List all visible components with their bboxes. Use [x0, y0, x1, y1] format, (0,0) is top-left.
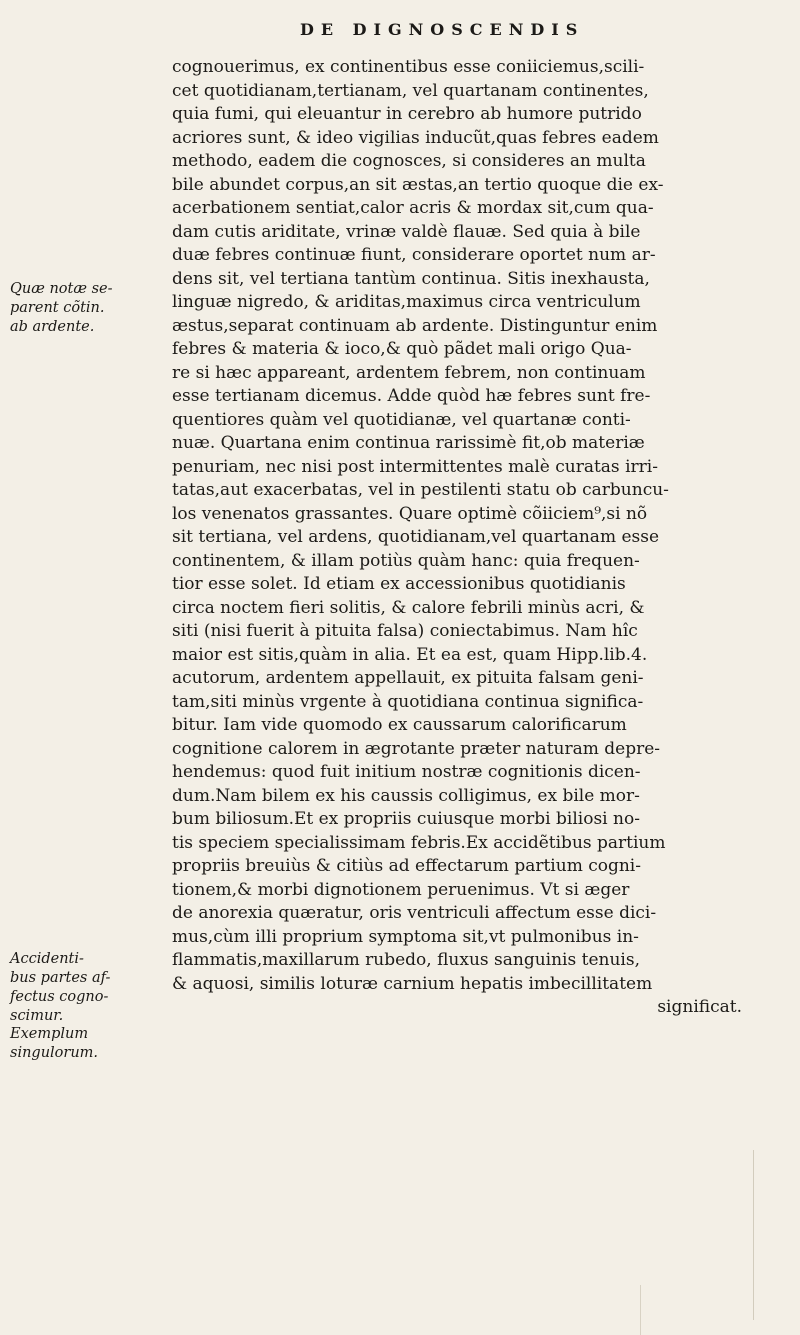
margin-note-line: ab ardente.	[10, 319, 95, 335]
text-line: tior esse solet. Id etiam ex accessionibus quotidianis	[172, 574, 626, 594]
margin-note-line: Accidenti-	[10, 951, 84, 967]
text-line: bitur. Iam vide quomodo ex caussarum calorificarum	[172, 715, 627, 735]
text-line: bile abundet corpus,an sit æstas,an tertio quoque die ex-	[172, 174, 664, 195]
text-line: circa noctem fieri solitis, & calore febrili minùs acri, &	[172, 597, 645, 618]
margin-note	[10, 950, 160, 1026]
text-line: acriores sunt, & ideo vigilias inducũt,quas febres eadem	[172, 127, 659, 148]
text-line: los venenatos grassantes. Quare optimè cõiiciem⁹,si nõ	[172, 503, 648, 524]
paper-crease	[640, 1285, 641, 1335]
text-line: siti (nisi fuerit à pituita falsa) coniectabimus. Nam hîc	[172, 621, 638, 641]
text-line: mus,cùm illi proprium symptoma sit,vt pulmonibus in-	[172, 926, 639, 947]
text-line: quentiores quàm vel quotidianæ, vel quartanæ conti-	[172, 409, 631, 430]
text-line: hendemus: quod fuit initium nostræ cognitionis dicen-	[172, 762, 641, 782]
text-line: & aquosi, similis loturæ carnium hepatis imbecillitatem	[172, 973, 653, 994]
text-line: maior est sitis,quàm in alia. Et ea est, quam Hipp.lib.4.	[172, 644, 648, 665]
text-line: tionem,& morbi dignotionem peruenimus. Vt si æger	[172, 879, 630, 900]
text-line: penuriam, nec nisi post intermittentes malè curatas irri-	[172, 456, 658, 477]
margin-note-line: fectus cogno-	[10, 989, 109, 1005]
text-line: methodo, eadem die cognosces, si consideres an multa	[172, 151, 646, 171]
text-line: dum.Nam bilem ex his caussis colligimus, ex bile mor-	[172, 785, 640, 806]
text-line: bum biliosum.Et ex propriis cuiusque morbi biliosi no-	[172, 809, 640, 829]
margin-note	[10, 1025, 160, 1063]
body-text	[172, 56, 772, 1020]
paper-crease	[753, 1150, 754, 1320]
running-head: DE DIGNOSCENDIS	[300, 20, 585, 39]
text-line: linguæ nigredo, & ariditas,maximus circa ventriculum	[172, 292, 641, 312]
text-line: nuæ. Quartana enim continua rarissimè fit,ob materiæ	[172, 433, 645, 453]
text-line: tatas,aut exacerbatas, vel in pestilenti statu ob carbuncu-	[172, 480, 669, 500]
text-line: continentem, & illam potiùs quàm hanc: quia frequen-	[172, 550, 640, 571]
text-line: acerbationem sentiat,calor acris & mordax sit,cum qua-	[172, 198, 654, 218]
margin-note-line: Exemplum	[10, 1026, 89, 1042]
text-line: dam cutis ariditate, vrinæ valdè flauæ. Sed quia à bile	[172, 221, 641, 242]
text-line: dens sit, vel tertiana tantùm continua. Sitis inexhausta,	[172, 268, 650, 289]
text-line: tam,siti minùs vrgente à quotidiana continua significa-	[172, 691, 644, 712]
text-line: cognitione calorem in ægrotante præter naturam depre-	[172, 738, 661, 759]
text-line: acutorum, ardentem appellauit, ex pituita falsam geni-	[172, 668, 644, 688]
text-line: re si hæc appareant, ardentem febrem, non continuam	[172, 362, 646, 383]
text-line: flammatis,maxillarum rubedo, fluxus sanguinis tenuis,	[172, 950, 640, 970]
text-line: duæ febres continuæ fiunt, considerare oportet num ar-	[172, 245, 656, 265]
text-line: cet quotidianam,tertianam, vel quartanam continentes,	[172, 80, 649, 101]
text-line: cognouerimus, ex continentibus esse coniiciemus,scili-	[172, 57, 645, 77]
text-line: significat.	[657, 997, 742, 1017]
margin-note-line: parent cõtin.	[10, 300, 105, 316]
text-line: sit tertiana, vel ardens, quotidianam,vel quartanam esse	[172, 527, 660, 547]
text-line: tis speciem specialissimam febris.Ex accidẽtibus partium	[172, 832, 666, 853]
margin-note	[10, 280, 160, 337]
margin-note-line: singulorum.	[10, 1045, 99, 1061]
text-line: quia fumi, qui eleuantur in cerebro ab humore putrido	[172, 104, 642, 124]
margin-note-line: Quæ notæ se-	[10, 281, 113, 297]
text-line: æstus,separat continuam ab ardente. Distinguntur enim	[172, 315, 658, 336]
text-line: de anorexia quæratur, oris ventriculi affectum esse dici-	[172, 903, 657, 923]
margin-note-line: scimur.	[10, 1008, 64, 1024]
text-line: esse tertianam dicemus. Adde quòd hæ febres sunt fre-	[172, 386, 651, 406]
margin-note-line: bus partes af-	[10, 970, 111, 986]
text-line: propriis breuiùs & citiùs ad effectarum partium cogni-	[172, 856, 641, 876]
text-line: febres & materia & ioco,& quò pãdet mali origo Qua-	[172, 339, 632, 359]
